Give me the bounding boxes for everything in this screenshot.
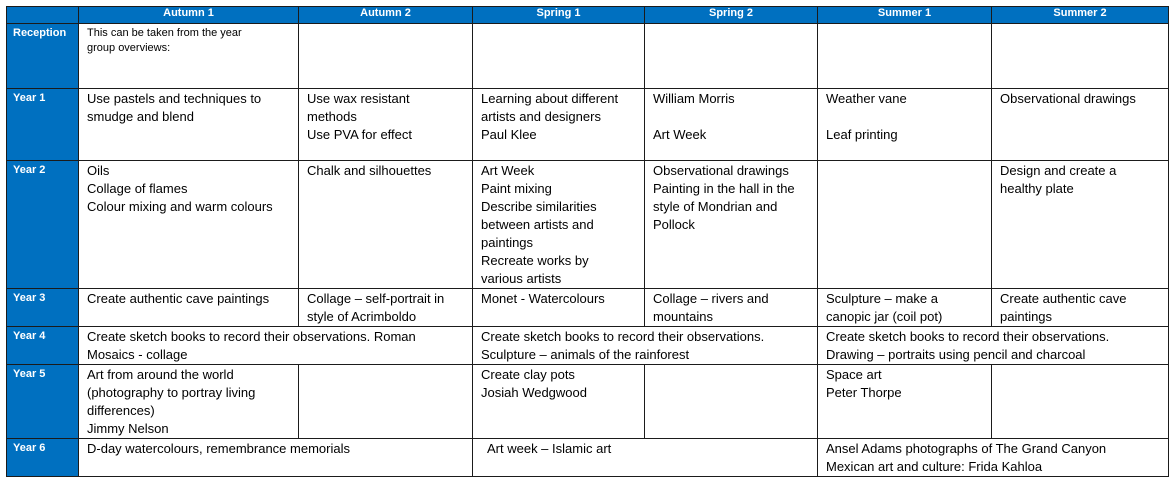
cell-reception-autumn-2 [299,24,473,89]
column-header-summer-1: Summer 1 [818,7,992,24]
cell-year-2-summer-1 [818,161,992,289]
cell-year-3-summer-1: Sculpture – make a canopic jar (coil pot) [818,289,992,327]
cell-year-5-spring-2 [645,365,818,439]
column-header-autumn-2: Autumn 2 [299,7,473,24]
cell-year-1-spring-1: Learning about different artists and designers Paul Klee [473,89,645,161]
row-label-year-6: Year 6 [7,439,79,477]
cell-year-6-autumn: D-day watercolours, remembrance memorials [79,439,473,477]
cell-year-2-spring-1: Art Week Paint mixing Describe similarities between artists and paintings Recreate works by various artists [473,161,645,289]
column-header-autumn-1: Autumn 1 [79,7,299,24]
row-label-reception: Reception [7,24,79,89]
cell-year-2-summer-2: Design and create a healthy plate [992,161,1169,289]
column-header-summer-2: Summer 2 [992,7,1169,24]
cell-reception-summer-1 [818,24,992,89]
cell-reception-spring-1 [473,24,645,89]
cell-year-2-autumn-2: Chalk and silhouettes [299,161,473,289]
row-label-year-4: Year 4 [7,327,79,365]
header-row [7,7,1169,24]
cell-year-6-summer: Ansel Adams photographs of The Grand Canyon Mexican art and culture: Frida Kahloa [818,439,1169,477]
cell-year-5-spring-1: Create clay pots Josiah Wedgwood [473,365,645,439]
row-label-year-1: Year 1 [7,89,79,161]
row-label-year-5: Year 5 [7,365,79,439]
cell-reception-autumn-1: This can be taken from the year group overviews: [79,24,299,89]
row-label-year-2: Year 2 [7,161,79,289]
cell-year-5-autumn-2 [299,365,473,439]
cell-year-3-summer-2: Create authentic cave paintings [992,289,1169,327]
row-year-5 [7,365,1169,439]
cell-year-1-summer-2: Observational drawings [992,89,1169,161]
column-header-spring-2: Spring 2 [645,7,818,24]
cell-year-5-summer-2 [992,365,1169,439]
column-header-spring-1: Spring 1 [473,7,645,24]
curriculum-table [6,6,1169,477]
cell-year-4-summer: Create sketch books to record their observations. Drawing – portraits using pencil and charcoal [818,327,1169,365]
row-year-1 [7,89,1169,161]
row-reception [7,24,1169,89]
cell-year-4-spring: Create sketch books to record their observations. Sculpture – animals of the rainforest [473,327,818,365]
cell-year-4-autumn: Create sketch books to record their observations. Roman Mosaics - collage [79,327,473,365]
corner-header [7,7,79,24]
cell-reception-spring-2 [645,24,818,89]
row-year-2 [7,161,1169,289]
cell-year-1-summer-1: Weather vane Leaf printing [818,89,992,161]
row-year-3 [7,289,1169,327]
cell-year-5-summer-1: Space art Peter Thorpe [818,365,992,439]
cell-year-3-spring-1: Monet - Watercolours [473,289,645,327]
cell-year-2-spring-2: Observational drawings Painting in the hall in the style of Mondrian and Pollock [645,161,818,289]
cell-year-6-spring: Art week – Islamic art [473,439,818,477]
cell-year-3-spring-2: Collage – rivers and mountains [645,289,818,327]
cell-year-1-autumn-2: Use wax resistant methods Use PVA for effect [299,89,473,161]
cell-year-3-autumn-1: Create authentic cave paintings [79,289,299,327]
cell-year-2-autumn-1: Oils Collage of flames Colour mixing and warm colours [79,161,299,289]
cell-year-1-spring-2: William Morris Art Week [645,89,818,161]
row-year-6 [7,439,1169,477]
cell-year-3-autumn-2: Collage – self-portrait in style of Acrimboldo [299,289,473,327]
row-year-4 [7,327,1169,365]
cell-year-1-autumn-1: Use pastels and techniques to smudge and blend [79,89,299,161]
cell-year-5-autumn-1: Art from around the world (photography to portray living differences) Jimmy Nelson [79,365,299,439]
row-label-year-3: Year 3 [7,289,79,327]
cell-reception-summer-2 [992,24,1169,89]
